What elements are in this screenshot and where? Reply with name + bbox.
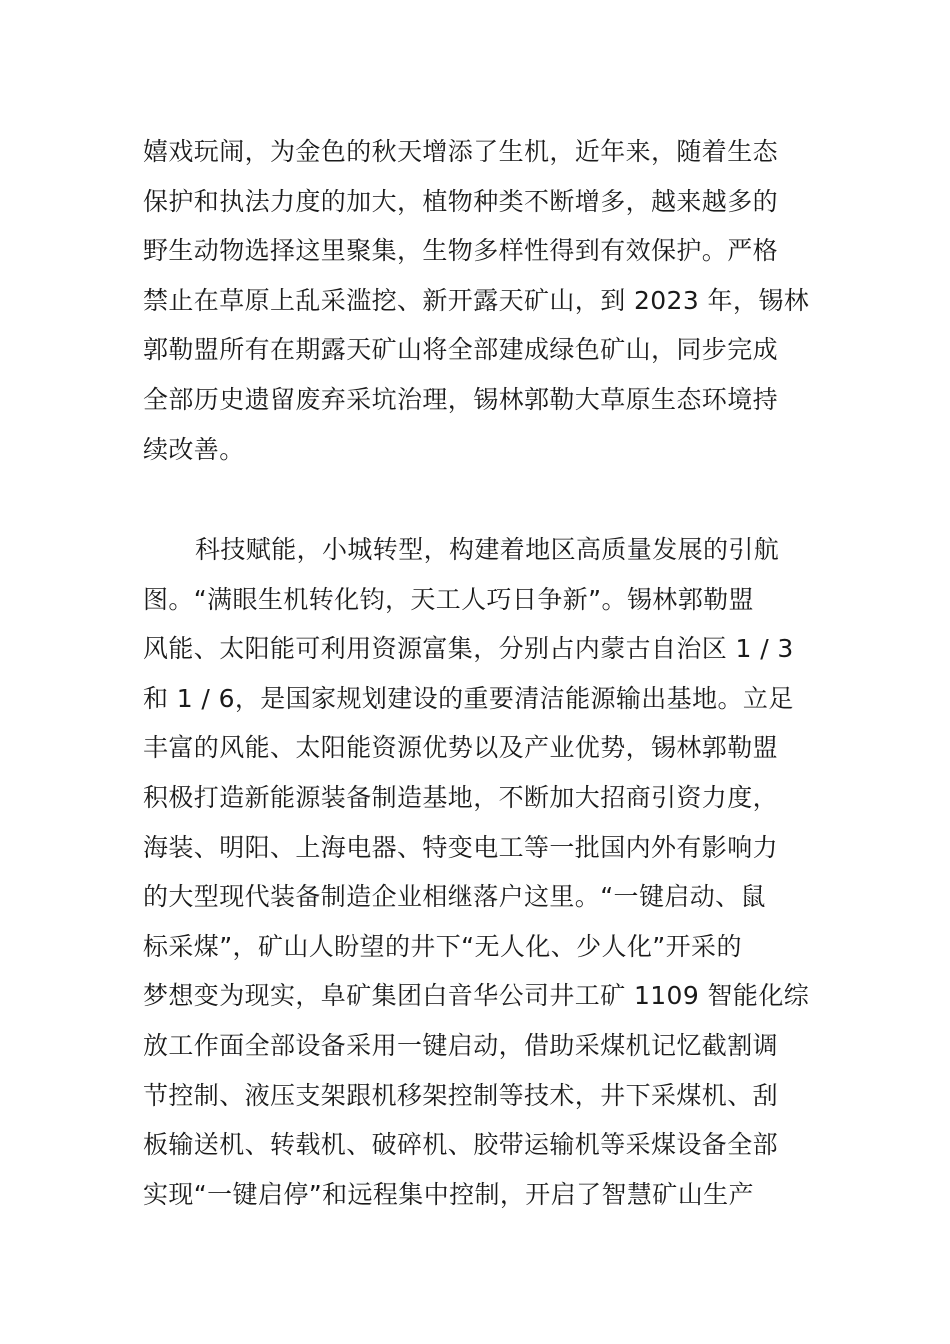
text-line: 海装、明阳、上海电器、特变电工等一批国内外有影响力	[143, 832, 779, 862]
text-line: 板输送机、转载机、破碎机、胶带运输机等采煤设备全部	[143, 1130, 779, 1160]
text-line: 野生动物选择这里聚集，生物多样性得到有效保护。严格	[143, 236, 779, 266]
text-line: 的大型现代装备制造企业相继落户这里。“一键启动、鼠	[143, 882, 766, 912]
text-line: 丰富的风能、太阳能资源优势以及产业优势，锡林郭勒盟	[143, 733, 779, 763]
text-line: 全部历史遗留废弃采坑治理，锡林郭勒大草原生态环境持	[143, 384, 779, 414]
paragraph-ecology	[143, 127, 811, 474]
text-line: 标采煤”，矿山人盼望的井下“无人化、少人化”开采的	[143, 931, 742, 961]
text-line: 图。“满眼生机转化钧，天工人巧日争新”。锡林郭勒盟	[143, 584, 754, 614]
text-line: 嬉戏玩闹，为金色的秋天增添了生机，近年来，随着生态	[143, 137, 779, 166]
text-line: 节控制、液压支架跟机移架控制等技术，井下采煤机、刮	[143, 1080, 779, 1110]
text-line: 实现“一键启停”和远程集中控制，开启了智慧矿山生产	[143, 1179, 754, 1209]
text-line: 禁止在草原上乱采滥挖、新开露天矿山，到 2023 年，锡林	[143, 285, 810, 315]
text-line: 郭勒盟所有在期露天矿山将全部建成绿色矿山，同步完成	[143, 335, 779, 365]
text-line: 放工作面全部设备采用一键启动，借助采煤机记忆截割调	[143, 1030, 779, 1060]
text-line: 续改善。	[143, 434, 245, 464]
text-line: 梦想变为现实，阜矿集团白音华公司井工矿 1109 智能化综	[143, 981, 810, 1011]
text-line: 积极打造新能源装备制造基地，不断加大招商引资力度，	[143, 782, 779, 812]
text-line: 风能、太阳能可利用资源富集，分别占内蒙古自治区 1 / 3	[143, 634, 794, 664]
text-line: 保护和执法力度的加大，植物种类不断增多，越来越多的	[143, 186, 779, 216]
text-line: 和 1 / 6，是国家规划建设的重要清洁能源输出基地。立足	[143, 683, 794, 713]
paragraph-technology	[143, 525, 811, 1219]
text-line-first: 科技赋能，小城转型，构建着地区高质量发展的引航	[195, 535, 780, 564]
